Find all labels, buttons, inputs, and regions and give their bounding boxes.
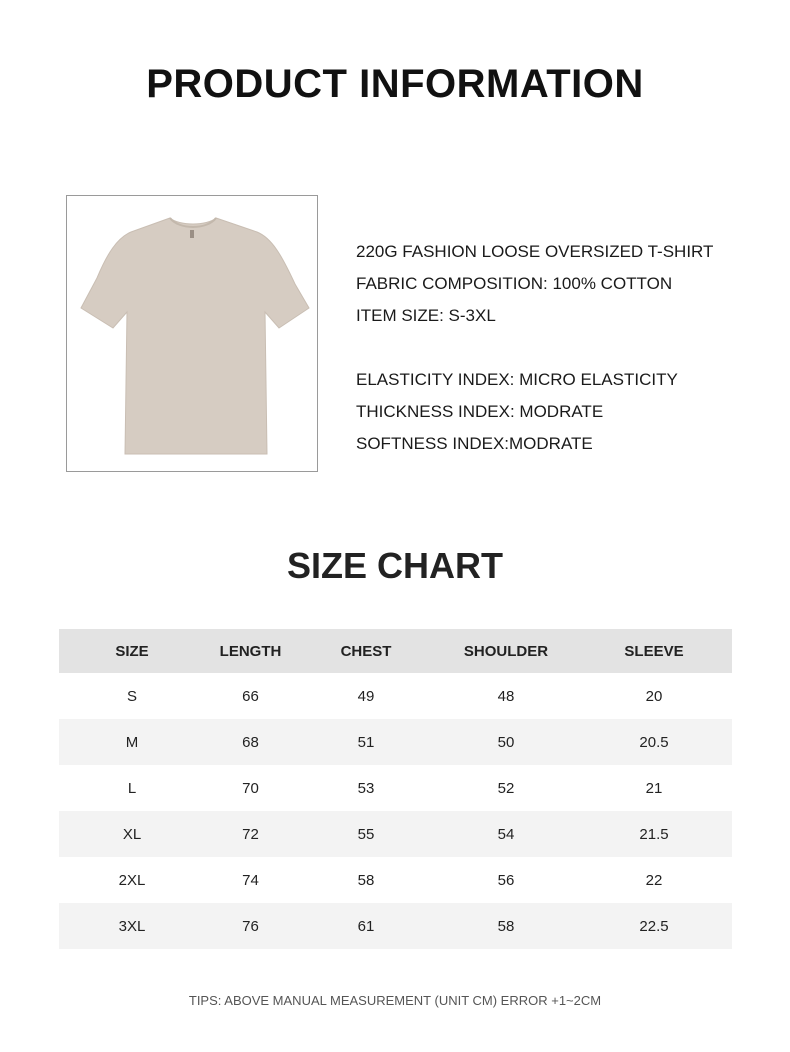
table-cell: XL xyxy=(59,811,205,857)
table-cell: M xyxy=(59,719,205,765)
detail-line: ITEM SIZE: S-3XL xyxy=(356,306,496,325)
table-cell: S xyxy=(126,687,137,705)
index-line: THICKNESS INDEX: MODRATE xyxy=(356,402,604,421)
size-table xyxy=(59,629,732,949)
table-cell: 52 xyxy=(497,779,515,797)
table-cell: 22.5 xyxy=(576,903,732,949)
table-row xyxy=(59,673,732,719)
table-cell: 22 xyxy=(645,871,663,889)
column-header: LENGTH xyxy=(205,629,296,673)
table-cell: 74 xyxy=(242,871,259,889)
index-line: SOFTNESS INDEX:MODRATE xyxy=(356,434,593,453)
table-row xyxy=(59,903,732,949)
table-cell: 48 xyxy=(497,687,515,705)
table-cell: 61 xyxy=(296,903,436,949)
table-cell: 20 xyxy=(645,687,663,705)
table-cell: 50 xyxy=(436,719,576,765)
table-cell: L xyxy=(127,779,137,797)
table-cell: 55 xyxy=(296,811,436,857)
page-title: PRODUCT INFORMATION xyxy=(146,62,644,106)
tshirt-image xyxy=(67,196,319,473)
column-header: SHOULDER xyxy=(436,629,576,673)
table-cell: 3XL xyxy=(59,903,205,949)
table-header-row xyxy=(59,629,732,673)
table-cell: 58 xyxy=(357,871,375,889)
detail-line: 220G FASHION LOOSE OVERSIZED T-SHIRT xyxy=(356,242,714,261)
index-line: ELASTICITY INDEX: MICRO ELASTICITY xyxy=(356,370,678,389)
table-row xyxy=(59,811,732,857)
table-row xyxy=(59,765,732,811)
column-header: SIZE xyxy=(59,629,205,673)
table-cell: 68 xyxy=(205,719,296,765)
product-image xyxy=(66,195,318,472)
column-header: CHEST xyxy=(296,629,436,673)
column-header: SLEEVE xyxy=(576,629,732,673)
detail-line: FABRIC COMPOSITION: 100% COTTON xyxy=(356,274,673,293)
table-cell: 66 xyxy=(242,687,259,705)
table-cell: 76 xyxy=(205,903,296,949)
table-cell: 54 xyxy=(436,811,576,857)
table-cell: 49 xyxy=(357,687,375,705)
table-cell: 72 xyxy=(205,811,296,857)
table-cell: 21.5 xyxy=(576,811,732,857)
table-cell: 70 xyxy=(242,779,259,797)
table-row xyxy=(59,719,732,765)
table-cell: 53 xyxy=(357,779,375,797)
table-cell: 56 xyxy=(497,871,515,889)
size-chart-title: SIZE CHART xyxy=(287,545,503,586)
table-cell: 58 xyxy=(436,903,576,949)
table-row xyxy=(59,857,732,903)
table-cell: 20.5 xyxy=(576,719,732,765)
table-cell: 21 xyxy=(645,779,663,797)
table-cell: 2XL xyxy=(118,871,146,889)
product-details xyxy=(356,236,713,460)
measurement-tips: TIPS: ABOVE MANUAL MEASUREMENT (UNIT CM) ERROR +1~2CM xyxy=(188,993,602,1008)
table-cell: 51 xyxy=(296,719,436,765)
